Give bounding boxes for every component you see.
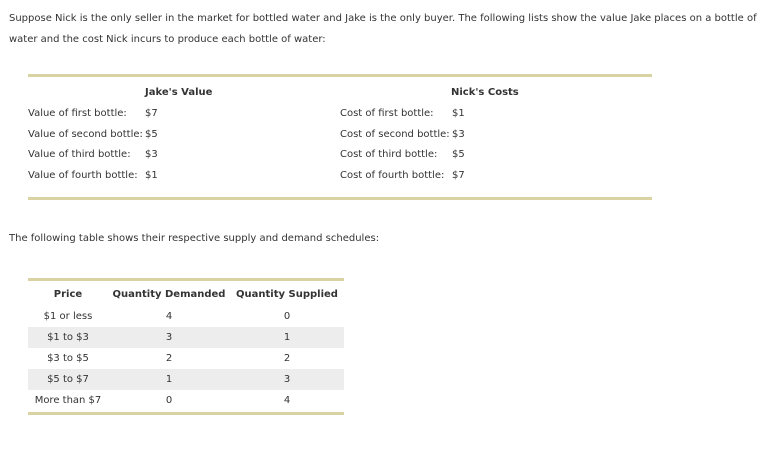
top-rule bbox=[28, 74, 652, 77]
bottom-rule bbox=[28, 197, 652, 200]
quantity-demanded-cell: 2 bbox=[165, 353, 173, 364]
table-row bbox=[28, 306, 344, 327]
jake-label: Value of third bottle: bbox=[28, 149, 131, 160]
quantity-supplied-cell: 4 bbox=[283, 395, 291, 406]
jake-label: Value of second bottle: bbox=[28, 129, 143, 140]
jake-label: Value of first bottle: bbox=[28, 108, 127, 119]
nick-label: Cost of fourth bottle: bbox=[340, 170, 445, 181]
quantity-supplied-cell: 3 bbox=[230, 369, 344, 390]
quantity-demanded-cell: 4 bbox=[165, 311, 173, 322]
intro-text: Suppose Nick is the only seller in the market for bottled water and Jake is the only buyer. The following lists show the value Jake places on a bottle of water and the cost Nick incurs to produce each bottle of water: bbox=[9, 13, 757, 45]
jake-label: Value of fourth bottle: bbox=[28, 170, 138, 181]
nick-value: $3 bbox=[452, 129, 465, 140]
nick-label: Cost of first bottle: bbox=[340, 108, 434, 119]
schedule-intro-text: The following table shows their respective supply and demand schedules: bbox=[9, 233, 380, 244]
quantity-demanded-header: Quantity Demanded bbox=[112, 288, 226, 300]
quantity-supplied-cell: 1 bbox=[230, 327, 344, 348]
price-cell: $5 to $7 bbox=[28, 369, 108, 390]
nick-value: $1 bbox=[452, 108, 465, 119]
price-header: Price bbox=[53, 288, 83, 300]
price-cell: $1 to $3 bbox=[28, 327, 108, 348]
table-bottom-rule bbox=[28, 412, 344, 415]
nick-value: $7 bbox=[452, 170, 465, 181]
jake-heading: Jake's Value bbox=[145, 87, 213, 98]
jake-value: $7 bbox=[145, 108, 158, 119]
quantity-demanded-cell: 1 bbox=[108, 369, 230, 390]
quantity-demanded-cell: 3 bbox=[108, 327, 230, 348]
table-header-row bbox=[28, 282, 344, 306]
price-cell: More than $7 bbox=[34, 395, 102, 406]
quantity-supplied-cell: 2 bbox=[283, 353, 291, 364]
jake-value: $1 bbox=[145, 170, 158, 181]
jake-value: $5 bbox=[145, 129, 158, 140]
nick-value: $5 bbox=[452, 149, 465, 160]
quantity-supplied-header: Quantity Supplied bbox=[236, 288, 338, 300]
table-row bbox=[28, 348, 344, 369]
table-top-rule bbox=[28, 278, 344, 281]
nick-label: Cost of second bottle: bbox=[340, 129, 450, 140]
jake-value: $3 bbox=[145, 149, 158, 160]
quantity-demanded-cell: 0 bbox=[165, 395, 173, 406]
table-row bbox=[28, 390, 344, 411]
price-cell: $3 to $5 bbox=[47, 353, 89, 364]
price-cell: $1 or less bbox=[43, 311, 93, 322]
nick-label: Cost of third bottle: bbox=[340, 149, 438, 160]
supply-demand-table bbox=[28, 282, 344, 411]
table-row bbox=[28, 369, 344, 390]
table-row bbox=[28, 327, 344, 348]
nick-heading: Nick's Costs bbox=[451, 87, 519, 98]
quantity-supplied-cell: 0 bbox=[283, 311, 291, 322]
